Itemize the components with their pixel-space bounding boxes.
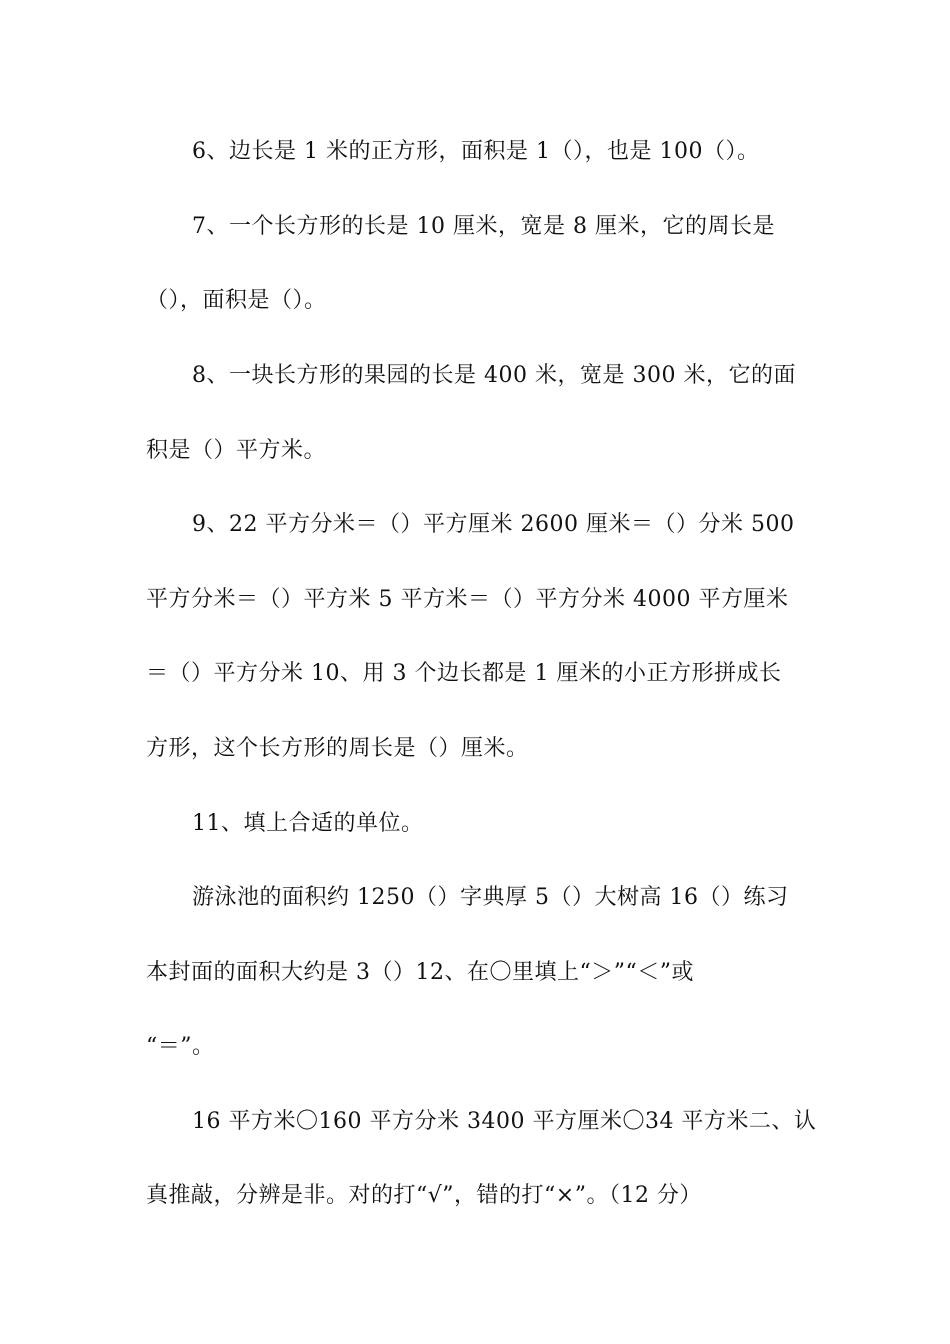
question-8-line-1: 8、一块长方形的果园的长是 400 米，宽是 300 米，它的面: [192, 363, 796, 388]
question-9-line-2: 平方分米＝（）平方米 5 平方米＝（）平方分米 4000 平方厘米: [146, 587, 789, 612]
question-11-units-line-1: 游泳池的面积约 1250（）字典厚 5（）大树高 16（）练习: [192, 885, 789, 910]
section-2-line: 真推敲，分辨是非。对的打“√”，错的打“×”。（12 分）: [146, 1183, 702, 1208]
question-9-line-1: 9、22 平方分米＝（）平方厘米 2600 厘米＝（）分米 500: [192, 512, 795, 537]
question-11-line: 11、填上合适的单位。: [192, 811, 424, 836]
question-12-line-2: “＝”。: [146, 1034, 215, 1059]
question-12-compare-line: 16 平方米〇160 平方分米 3400 平方厘米〇34 平方米二、认: [192, 1109, 817, 1134]
question-9-10-line: ＝（）平方分米 10、用 3 个边长都是 1 厘米的小正方形拼成长: [146, 661, 782, 686]
question-8-line-2: 积是（）平方米。: [146, 438, 327, 463]
question-7-line-1: 7、一个长方形的长是 10 厘米，宽是 8 厘米，它的周长是: [192, 214, 775, 239]
question-7-line-2: （），面积是（）。: [146, 288, 327, 313]
question-11-12-line: 本封面的面积大约是 3（）12、在〇里填上“＞”“＜”或: [146, 960, 694, 985]
question-10-line-2: 方形，这个长方形的周长是（）厘米。: [146, 736, 529, 761]
question-6-line: 6、边长是 1 米的正方形，面积是 1（），也是 100（）。: [192, 139, 760, 164]
